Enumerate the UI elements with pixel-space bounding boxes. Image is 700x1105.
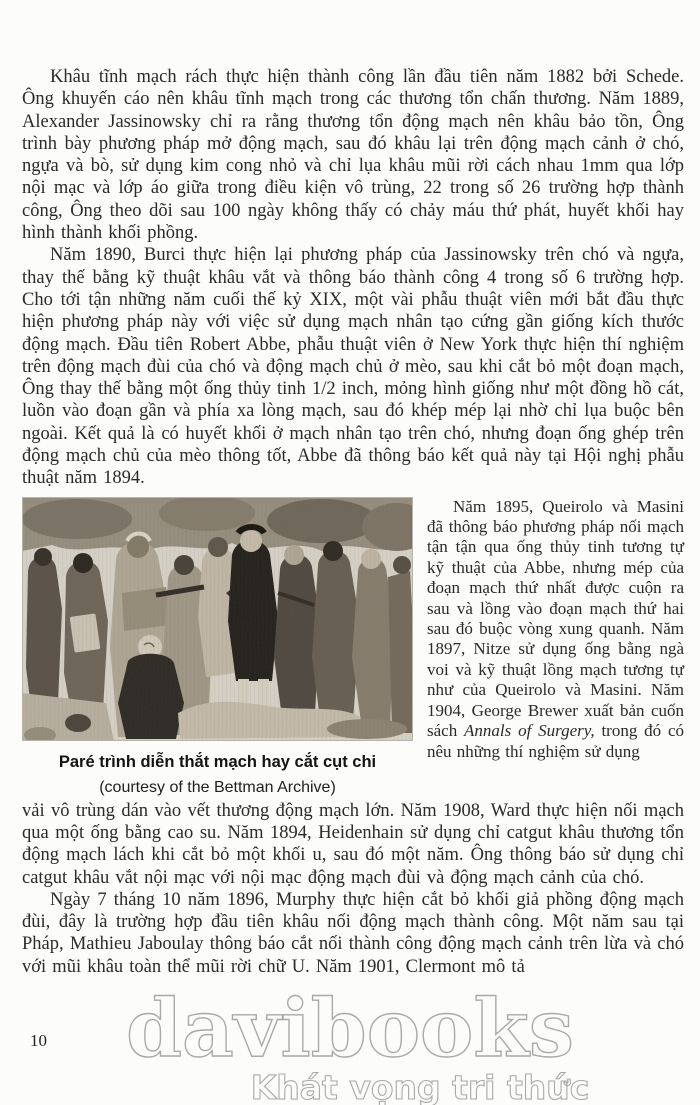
paragraph-1: Khâu tĩnh mạch rách thực hiện thành công lần đầu tiên năm 1882 bởi Schede. Ông khuyến cáo nên khâu tĩnh mạch trong các thương tổn chấn thương. Năm 1889, Alexander Jassinowsky chỉ ra rằng thương tổn động mạch nên khâu bảo tồn, Ông trình bày phương pháp mở động mạch, sau đó khâu lại trên động mạch cảnh ở chó, ngựa và bò, sử dụng kim cong nhỏ và chỉ lụa khâu mũi rời cách nhau 1mm qua lớp nội mạc và lớp áo giữa trong điều kiện vô trùng, 22 trong số 26 trường hợp thành công, Ông theo dõi sau 100 ngày không thấy có chảy máu thứ phát, huyết khối hay hình thành khối phồng. — [22, 67, 684, 244]
watermark-slogan-text: Khát vọng tri thức — [250, 1068, 590, 1105]
watermark-brand-text: davibooks — [126, 981, 574, 1075]
page-number: 10 — [30, 1031, 47, 1050]
book-title-italic: Annals of Surgery, — [464, 721, 595, 741]
figure-caption — [22, 752, 413, 797]
paragraph-4: Ngày 7 tháng 10 năm 1896, Murphy thực hiện cắt bỏ khối giả phồng động mạch đùi, đây là trường hợp đầu tiên khâu nối động mạch thành công. Một năm sau tại Pháp, Mathieu Jaboulay thông báo cắt nối thành công động mạch cảnh trên lừa và chó với mũi khâu toàn thể mũi rời chữ U. Năm 1901, Clermont mô tả — [22, 889, 684, 977]
paragraph-3-continuation: vải vô trùng dán vào vết thương động mạch lớn. Năm 1908, Ward thực hiện nối mạch qua một ống bằng cao su. Năm 1894, Heidenhain sử dụng chỉ catgut khâu thương tổn động mạch lách khi cắt bỏ một khối u, sau đó một năm. Ông thông báo sử dụng chỉ catgut khâu vắt nội mạc với nội mạc động mạch đùi và động mạch cảnh của chó. — [22, 800, 684, 888]
figure-caption-credit: (courtesy of the Bettman Archive) — [99, 778, 336, 796]
page-content — [22, 66, 684, 978]
figure-caption-title: Paré trình diễn thắt mạch hay cắt cụt chi — [58, 752, 377, 771]
figure-row — [22, 497, 684, 797]
figure — [22, 497, 413, 797]
paragraph-3-column — [427, 497, 684, 762]
paragraph-3-part2: trong đó có nêu những thí nghiệm sử dụng — [427, 721, 685, 761]
paragraph-2: Năm 1890, Burci thực hiện lại phương pháp của Jassinowsky trên chó và ngựa, thay thế bằng kỹ thuật khâu vắt và thông báo thành công 4 trong số 6 trường hợp. Cho tới tận những năm cuối thế kỷ XIX, một vài phẫu thuật viên mới bắt đầu thực hiện phương pháp này với việc sử dụng mạch nhân tạo cứng gần giống kích thước động mạch. Đầu tiên Robert Abbe, phẫu thuật viên ở New York thực hiện thí nghiệm trên động mạch đùi của chó và động mạch chủ ở mèo, sau khi cắt bỏ một đoạn mạch, Ông thay thế bằng một ống thủy tinh 1/2 inch, mỏng hình giống như một đồng hồ cát, luồn vào đoạn gần và phía xa lòng mạch, sau đó khép mép lại nhờ chỉ lụa buộc bên ngoài. Kết quả là có huyết khối ở mạch nhân tạo trên chó, nhưng đoạn ống ghép trên động mạch chủ của mèo thông tốt, Abbe đã thông báo kết quả này tại Hội nghị phẫu thuật năm 1894. — [22, 245, 684, 489]
historical-engraving-image — [22, 497, 413, 741]
paragraph-3-part1: Năm 1895, Queirolo và Masini đã thông báo phương pháp nối mạch tận tận qua ống thủy tinh tương tự kỹ thuật của Abbe, nhưng mép của đoạn mạch thứ nhất được cuộn ra sau và lồng vào đoạn mạch thứ hai sau đó buộc vòng xung quanh. Năm 1897, Nitze sử dụng ống bằng ngà voi và kỹ thuật lồng mạch tương tự như của Queirolo và Masini. Năm 1904, George Brewer xuất bản cuốn sách — [427, 496, 684, 741]
watermark — [0, 956, 700, 1105]
